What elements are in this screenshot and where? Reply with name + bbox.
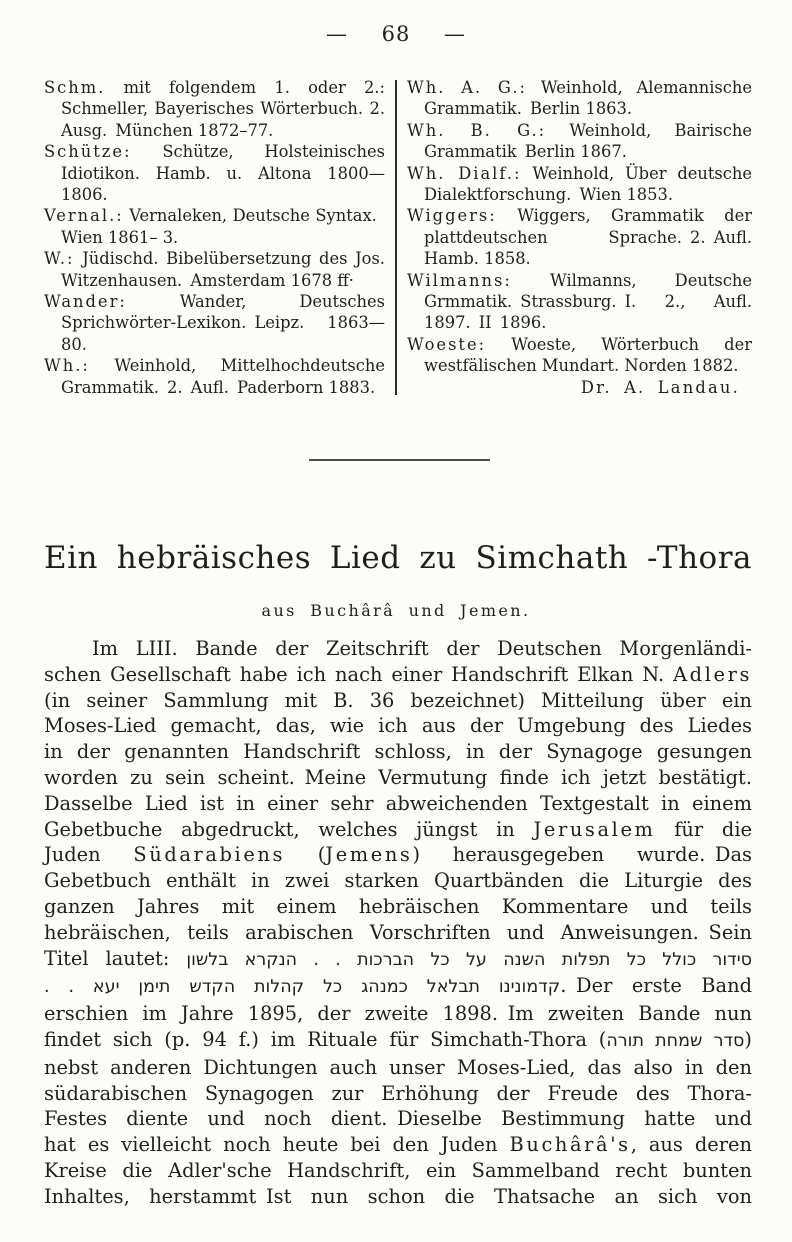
entry-abbreviation: Wh. A. G.: [407,78,528,97]
body-line: hebräischen, teils arabischen Vorschriften und Anweisungen. Sein [44,920,752,944]
entry-text: Vernaleken, Deutsche Syntax. Wien 1861– 3. [61,206,385,247]
entry-text: Wander, Deutsches Sprichwörter-Lexikon. Leipz. 1863—80. [61,292,385,354]
body-line: Festes diente und noch dient. Dieselbe Bestimmung hatte und [44,1107,752,1131]
body-line: (in seiner Sammlung mit B. 36 bezeichnet) Mitteilung über ein [44,688,752,712]
letterspaced-name: Südarabiens [133,843,286,867]
bibliography-entry [407,334,752,377]
bibliography-entry [44,291,385,355]
entry-abbreviation: Schm. [44,78,106,97]
bibliography-entry [407,163,752,206]
body-line: worden zu sein scheint. Meine Vermutung finde ich jetzt bestätigt. [44,765,752,789]
body-line: Moses-Lied gemacht, das, wie ich aus der Umgebung des Liedes [44,714,752,738]
entry-abbreviation: Wh. B. G.: [407,120,547,140]
entry-abbreviation: Wh. Dialf.: [407,163,522,183]
entry-text: Schütze, Holsteinisches Idiotikon. Hamb. u. Altona 1800—1806. [61,142,385,205]
entry-abbreviation: Schütze: [44,142,132,162]
entry-text: Weinhold, Mittelhochdeutsche Grammatik. 2. Aufl. Paderborn 1883. [61,356,385,397]
body-line: Gebetbuch enthält in zwei starken Quartbänden die Liturgie des [44,869,752,893]
entry-abbreviation: Wander: [44,292,127,312]
entry-text: Weinhold, Bairische Grammatik Berlin 1867. [424,120,752,162]
author-signature: Dr. A. Landau. [580,377,740,397]
entry-text: Weinhold, Über deutsche Dialektforschung. Wien 1853. [424,163,752,205]
bibliography-entry [44,355,385,398]
body-line: Im LIII. Bande der Zeitschrift der Deutschen Morgenländi- [92,637,752,660]
entry-text: Woeste, Wörterbuch der westfälischen Mundart. Norden 1882. [424,334,752,376]
entry-text: Weinhold, Alemannische Grammatik. Berlin 1863. [424,78,752,119]
page-number: — 68 — [325,22,467,46]
article-body [44,636,752,1210]
body-line: in der genannten Handschrift schloss, in der Synagoge gesungen [44,740,752,764]
bibliography-right-column [407,77,752,398]
column-divider-rule [395,80,397,395]
entry-text: Wilmanns, Deutsche Grmmatik. Strassburg. I. 2.‚ Aufl. 1897. II 1896. [424,270,752,333]
body-line: erschien im Jahre 1895, der zweite 1898. Im zweiten Bande nun [44,1002,752,1026]
bibliography-entry [407,270,752,334]
bibliography-left-column [44,77,385,398]
body-line: קדמונינו תבלאל כמנהג כל קהלות הקדש תימן יעא . .. Der erste Band [44,974,752,998]
letterspaced-name: Adlers [673,662,752,686]
entry-abbreviation: Wilmanns: [407,270,512,290]
body-line: ganzen Jahres mit einem hebräischen Kommentare und teils [44,894,752,918]
body-line: findet sich (p. 94 f.) im Rituale für Simchath-Thora (סדר שמחת תורה) [44,1027,752,1051]
letterspaced-name: Jemens [325,843,413,867]
bibliography-entry [44,141,385,205]
body-line: Inhaltes, herstammt Ist nun schon die Thatsache an sich von [44,1184,752,1208]
letterspaced-name: Buchârâ's [509,1133,631,1157]
entry-text: Wiggers, Grammatik der plattdeutschen Sprache. 2. Aufl. Hamb. 1858. [424,206,752,269]
entry-abbreviation: Vernal.: [44,206,124,226]
hebrew-quote: קדמונינו תבלאל כמנהג כל קהלות הקדש תימן יעא . . [44,977,561,998]
hebrew-quote: סידור כולל כל תפלות השנה על כל הברכות . . הנקרא בלשון [186,949,752,970]
letterspaced-name: Jerusalem [533,817,656,841]
body-line: Gebetbuche abgedruckt, welches jüngst in Jerusalem für die [44,817,753,841]
body-line: schen Gesellschaft habe ich nach einer Handschrift Elkan N. Adlers [44,662,752,686]
entry-text: Jüdischd. Bibelübersetzung des Jos. Witzenhausen. Amsterdam 1678 ff· [61,249,385,290]
bibliography-entry [407,77,752,120]
entry-abbreviation: Woeste: [407,334,487,354]
article-subtitle: aus Buchârâ und Jemen. [261,601,531,620]
body-line: hat es vielleicht noch heute bei den Juden Buchârâ's, aus deren [44,1133,752,1157]
bibliography-entry [44,248,385,291]
article-title: Ein hebräisches Lied zu Simchath -Thora [44,540,752,576]
section-divider-rule [309,459,490,461]
bibliography-entry [407,120,752,163]
body-line: Titel lautet: סידור כולל כל תפלות השנה על כל הברכות . . הנקרא בלשון [44,946,752,970]
body-line: Kreise die Adler'sche Handschrift, ein Sammelband recht bunten [44,1158,752,1182]
body-line: Juden Südarabiens (Jemens) herausgegeben wurde. Das [44,843,752,867]
entry-text: mit folgendem 1. oder 2.: Schmeller, Bayerisches Wörterbuch. 2. Ausg. München 1872–77. [61,78,385,140]
entry-abbreviation: W.: [44,249,75,269]
hebrew-quote: סדר שמחת תורה [606,1030,745,1051]
entry-abbreviation: Wiggers: [407,206,497,226]
bibliography-entry [44,205,385,248]
entry-abbreviation: Wh.: [44,356,90,376]
body-line: südarabischen Synagogen zur Erhöhung der Freude des Thora- [44,1081,752,1105]
bibliography-entry [44,77,385,141]
body-line: Dasselbe Lied ist in einer sehr abweichenden Textgestalt in einem [44,791,752,815]
body-line: nebst anderen Dichtungen auch unser Moses-Lied, das also in den [44,1055,752,1079]
bibliography-entry [407,205,752,269]
